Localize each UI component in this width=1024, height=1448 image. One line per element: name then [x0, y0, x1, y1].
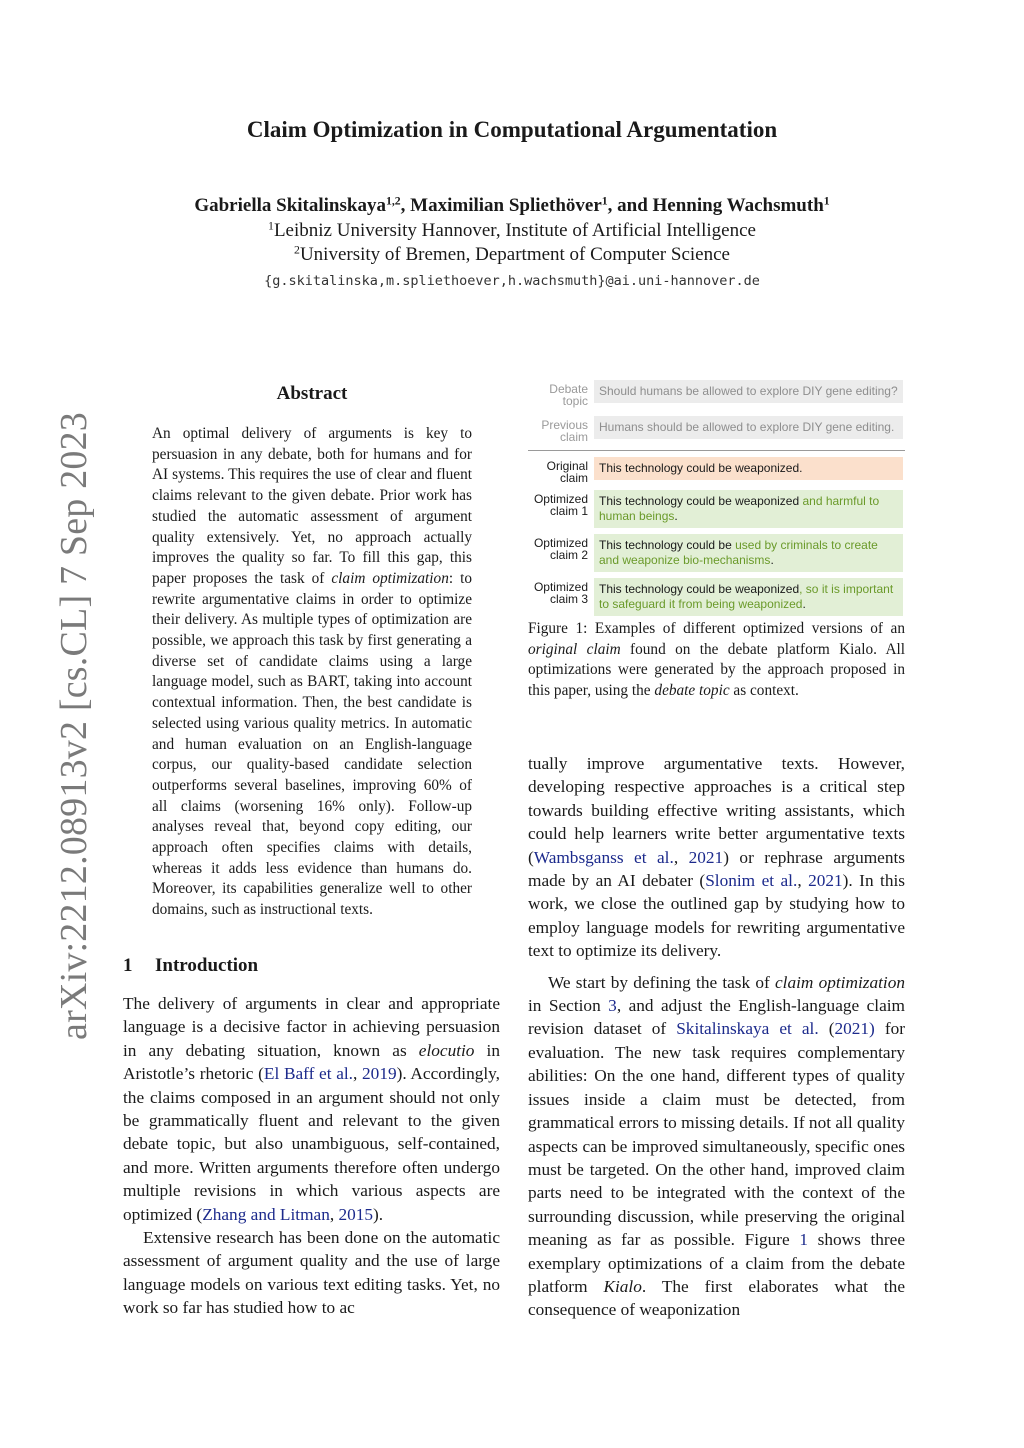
author-list: Gabriella Skitalinskaya$^{1,2}$, Maximilian Spliethöver$^1$, and Henning Wachsmuth$^1$	[194, 194, 830, 216]
section-reference-link[interactable]: 3	[608, 996, 617, 1016]
citation-year-link[interactable]: 2019	[362, 1064, 397, 1084]
figure-1	[528, 380, 905, 616]
figure-row-previous-claim	[528, 416, 905, 443]
author-affiliation-marker: 1	[601, 194, 608, 208]
figure-1-caption: Figure 1: Examples of different optimized versions of an original claim found on the debate platform Kialo. All optimizations were generated by the approach proposed in this paper, using the debate topic as context.	[528, 620, 905, 700]
section-number: 1	[123, 955, 133, 976]
affiliation-1: $^1$Leibniz University Hannover, Institute of Artificial Intelligence	[268, 219, 756, 241]
citation-link[interactable]: Slonim et al.	[705, 871, 798, 891]
citation-link[interactable]: El Baff et al.	[263, 1064, 353, 1084]
added-text: , so it is important to safeguard it from being weaponized	[599, 582, 894, 611]
figure-divider	[528, 450, 905, 451]
author-emails: {g.skitalinska,m.spliethoever,h.wachsmuth}@ai.uni-hannover.de	[264, 273, 760, 289]
added-text: used by criminals to create and weaponize bio-mechanisms	[599, 538, 878, 567]
author-name: Maximilian Spliethöver	[410, 195, 602, 216]
affiliation-2: $^2$University of Bremen, Department of Computer Science	[294, 243, 730, 265]
paragraph: Extensive research has been done on the automatic assessment of argument quality and the use of large language models on various text editing tasks. Yet, no work so far has studied how to ac	[123, 1228, 500, 1318]
figure-row-debate-topic	[528, 380, 905, 407]
citation-year-link[interactable]: 2015	[338, 1204, 374, 1224]
author-name: Gabriella Skitalinskaya	[194, 195, 386, 216]
figure-row-label: Previous claim	[541, 418, 588, 444]
figure-row-optimized-claim-2	[528, 534, 905, 572]
figure-row-original-claim	[528, 457, 905, 484]
left-column-body	[123, 992, 500, 1320]
figure-row-optimized-claim-3	[528, 578, 905, 616]
figure-reference-link[interactable]: 1	[799, 1230, 808, 1250]
figure-row-label: Optimized claim 2	[533, 536, 588, 562]
citation-link[interactable]: Zhang and Litman	[202, 1204, 330, 1224]
arxiv-identifier: arXiv:2212.08913v2 [cs.CL] 7 Sep 2023	[53, 412, 95, 1040]
figure-row-label: Original claim	[546, 459, 588, 485]
figure-row-label: Optimized claim 1	[533, 492, 588, 518]
paper-title: Claim Optimization in Computational Argumentation	[246, 117, 778, 142]
citation-year-link[interactable]: 2021	[808, 871, 843, 891]
paragraph: tually improve argumentative texts. However, developing respective approaches is a critical step towards building effective writing assistants, which could help learners write better argumentative texts (Wambsganss et al., 2021) or rephrase arguments made by an AI debater (Slonim et al., 2021). In this work, we close the outlined gap by studying how to employ language models for rewriting argumentative text to optimize its delivery.	[528, 754, 906, 961]
paragraph: The delivery of arguments in clear and appropriate language is a decisive factor in achieving persuasion in any debating situation, known as elocutio in Aristotle’s rhetoric (El Baff et al., 2019). Accordingly, the claims composed in an argument should not only be grammatically fluent and relevant to the given debate topic, but also unambiguous, self-contained, and more. Written arguments therefore often undergo multiple revisions in which various aspects are optimized (Zhang and Litman, 2015).	[123, 994, 500, 1224]
figure-row-text: Should humans be allowed to explore DIY gene editing?	[594, 380, 903, 403]
figure-row-optimized-claim-1	[528, 490, 905, 528]
abstract-heading: Abstract	[276, 383, 348, 404]
figure-row-label: Debate topic	[549, 382, 588, 408]
figure-row-text: Humans should be allowed to explore DIY gene editing.	[594, 416, 903, 439]
figure-row-text: This technology could be weaponized, so it is important to safeguard it from being weaponized.	[594, 578, 903, 616]
author-name: Henning Wachsmuth	[652, 195, 824, 216]
figure-row-text: This technology could be weaponized and harmful to human beings.	[594, 490, 903, 528]
author-affiliation-marker: 1	[823, 194, 830, 208]
right-column-body	[528, 752, 905, 1322]
paragraph: We start by defining the task of claim optimization in Section 3, and adjust the English-language claim revision dataset of Skitalinskaya et al. (2021) for evaluation. The new task requires complementary abilities: On the one hand, different types of quality issues inside a claim must be detected, from grammatical errors to missing details. If not all quality aspects can be improved simultaneously, specific ones must be targeted. On the other hand, improved claim parts need to be integrated with the context of the surrounding discussion, while preserving the original meaning as far as possible. Figure 1 shows three exemplary optimizations of a claim from the debate platform Kialo. The first elaborates what the consequence of weaponization	[528, 972, 906, 1320]
figure-row-text: This technology could be used by criminals to create and weaponize bio-mechanisms.	[594, 534, 903, 572]
figure-row-text: This technology could be weaponized.	[594, 457, 903, 480]
citation-year-link[interactable]: 2021	[834, 1019, 870, 1039]
citation-link[interactable]: Wambsganss et al.	[533, 847, 674, 867]
citation-link[interactable]: Skitalinskaya et al.	[676, 1019, 819, 1039]
author-affiliation-marker: 1,2	[385, 194, 401, 208]
citation-year-link[interactable]: 2021	[688, 847, 724, 867]
added-text: and harmful to human beings	[599, 494, 880, 523]
section-heading	[123, 955, 258, 977]
abstract-body: An optimal delivery of arguments is key to persuasion in any debate, both for humans and for AI systems. This requires the use of clear and fluent claims relevant to the given debate. Prior work has studied the automatic assessment of argument quality extensively. Yet, no approach actually improves the quality so far. To fill this gap, this paper proposes the task of claim optimization: to rewrite argumentative claims in order to optimize their delivery. As multiple types of optimization are possible, we approach this task by first generating a diverse set of candidate claims using a large language model, such as BART, taking into account contextual information. Then, the best candidate is selected using various quality metrics. In automatic and human evaluation on an English-language corpus, our quality-based candidate selection outperforms several baselines, improving 60% of all claims (worsening 16% only). Follow-up analyses reveal that, beyond copy editing, our approach often specifies claims with details, whereas it adds less evidence than humans do. Moreover, its capabilities generalize well to other domains, such as instructional texts.	[152, 425, 472, 919]
figure-row-label: Optimized claim 3	[533, 580, 588, 606]
section-title: Introduction	[155, 955, 259, 976]
